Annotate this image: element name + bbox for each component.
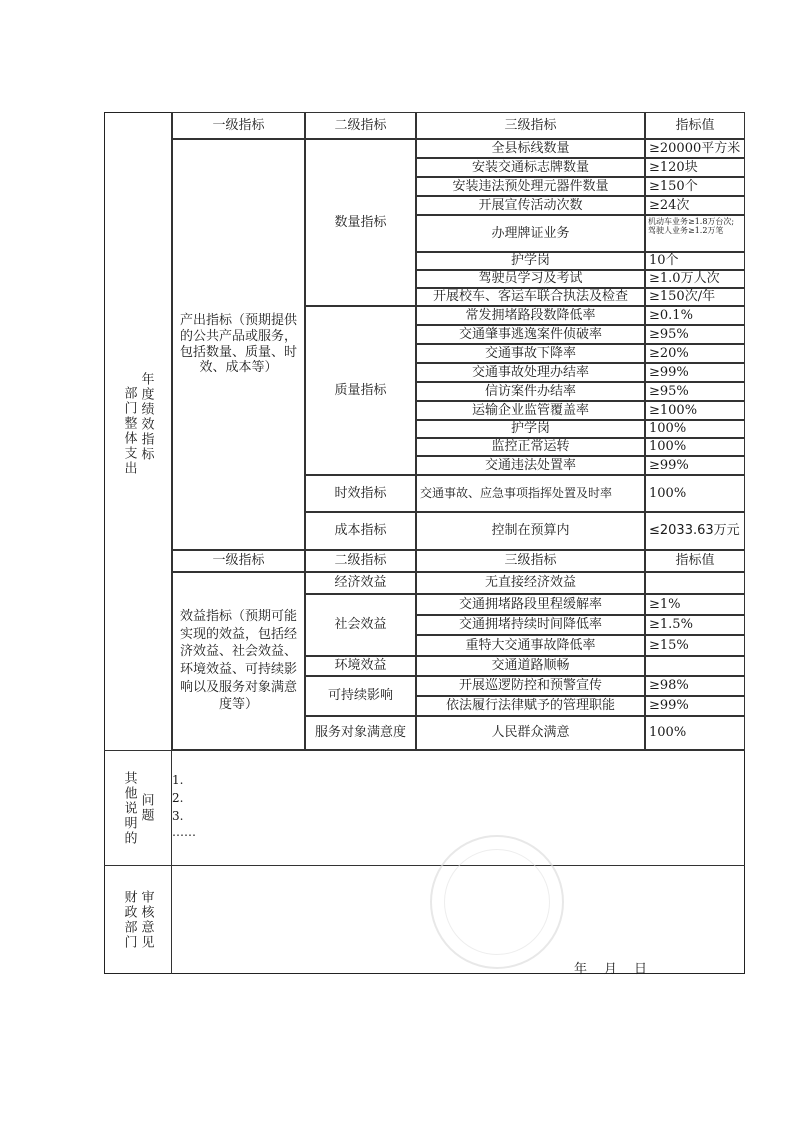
other-item: 3. [172, 809, 184, 823]
environment-value [645, 656, 745, 676]
quality-row-value: ≥100% [645, 401, 745, 420]
social-row-name: 重特大交通事故降低率 [416, 635, 645, 656]
quality-row-name: 监控正常运转 [416, 438, 645, 456]
economic-label: 经济效益 [305, 572, 416, 594]
review-date: 年 月 日 [574, 962, 650, 977]
satisfaction-label: 服务对象满意度 [305, 716, 416, 750]
economic-name: 无直接经济效益 [416, 572, 645, 594]
quantity-row-value: ≥1.0万人次 [645, 270, 745, 288]
social-label: 社会效益 [305, 594, 416, 656]
social-row-value: ≥1.5% [645, 615, 745, 635]
quality-row-name: 护学岗 [416, 420, 645, 438]
sustainable-row-value: ≥98% [645, 676, 745, 696]
satisfaction-value: 100% [645, 716, 745, 750]
quantity-row-value: ≥150个 [645, 177, 745, 196]
quality-row-name: 常发拥堵路段数降低率 [416, 306, 645, 325]
timeliness-value: 100% [645, 475, 745, 512]
quality-row-name: 运输企业监管覆盖率 [416, 401, 645, 420]
header2-level3: 三级指标 [416, 550, 645, 572]
quality-row-value: 100% [645, 438, 745, 456]
cost-name: 控制在预算内 [416, 512, 645, 550]
quantity-row-name: 安装交通标志牌数量 [416, 158, 645, 177]
social-row-name: 交通拥堵路段里程缓解率 [416, 594, 645, 615]
quantity-row-value: ≥150次/年 [645, 288, 745, 306]
quantity-row-name: 护学岗 [416, 252, 645, 270]
sustainable-row-name: 开展巡逻防控和预警宣传 [416, 676, 645, 696]
review-label-cell [104, 865, 172, 974]
quality-row-value: ≥95% [645, 382, 745, 401]
quantity-row-name: 全县标线数量 [416, 139, 645, 158]
quality-row-value: ≥95% [645, 325, 745, 344]
quality-row-name: 交通肇事逃逸案件侦破率 [416, 325, 645, 344]
official-seal [430, 835, 564, 969]
quality-row-name: 交通事故下降率 [416, 344, 645, 363]
social-row-name: 交通拥堵持续时间降低率 [416, 615, 645, 635]
quality-row-value: ≥0.1% [645, 306, 745, 325]
quality-label: 质量指标 [305, 306, 416, 475]
side-label-inner: 年度绩效指标 [138, 372, 154, 462]
header2-level2: 二级指标 [305, 550, 416, 572]
timeliness-label: 时效指标 [305, 475, 416, 512]
quantity-row-name: 驾驶员学习及考试 [416, 270, 645, 288]
social-row-value: ≥1% [645, 594, 745, 615]
quality-row-name: 信访案件办结率 [416, 382, 645, 401]
quantity-row-name: 办理牌证业务 [416, 215, 645, 252]
quality-row-value: ≥99% [645, 363, 745, 382]
sustainable-row-value: ≥99% [645, 696, 745, 716]
quantity-row-value: ≥120块 [645, 158, 745, 177]
quantity-row-value: ≥24次 [645, 196, 745, 215]
sustainable-row-name: 依法履行法律赋予的管理职能 [416, 696, 645, 716]
quantity-row-value: 机动车业务≥1.8万台次; 驾驶人业务≥1.2万笔 [645, 215, 745, 252]
satisfaction-name: 人民群众满意 [416, 716, 645, 750]
header2-value: 指标值 [645, 550, 745, 572]
other-item: 1. [172, 773, 184, 787]
output-level1: 产出指标（预期提供的公共产品或服务，包括数量、质量、时效、成本等） [172, 139, 305, 550]
other-item: 2. [172, 791, 184, 805]
side-label-column [104, 112, 172, 750]
other-label-inner: 问题 [138, 793, 154, 823]
quantity-row-value: ≥20000平方米 [645, 139, 745, 158]
social-row-value: ≥15% [645, 635, 745, 656]
quantity-row-name: 开展宣传活动次数 [416, 196, 645, 215]
review-label-inner: 审核意见 [138, 890, 154, 950]
quantity-row-value: 10个 [645, 252, 745, 270]
quality-row-value: ≥20% [645, 344, 745, 363]
quantity-label: 数量指标 [305, 139, 416, 306]
economic-value [645, 572, 745, 594]
header-level2: 二级指标 [305, 112, 416, 139]
timeliness-name: 交通事故、应急事项指挥处置及时率 [416, 475, 645, 512]
environment-label: 环境效益 [305, 656, 416, 676]
header-value: 指标值 [645, 112, 745, 139]
quantity-row-name: 安装违法预处理元器件数量 [416, 177, 645, 196]
other-item: …… [172, 825, 196, 839]
header-level3: 三级指标 [416, 112, 645, 139]
other-label-outer: 其他说明的 [121, 770, 137, 846]
cost-value: ≤2033.63万元 [645, 512, 745, 550]
quality-row-name: 交通违法处置率 [416, 456, 645, 475]
environment-name: 交通道路顺畅 [416, 656, 645, 676]
side-label-outer: 部门整体支出 [121, 386, 137, 476]
benefit-level1: 效益指标（预期可能实现的效益，包括经济效益、社会效益、环境效益、可持续影响以及服务对象满意度等） [172, 572, 305, 750]
quality-row-value: ≥99% [645, 456, 745, 475]
other-label-cell [104, 750, 172, 865]
quantity-row-name: 开展校车、客运车联合执法及检查 [416, 288, 645, 306]
quality-row-name: 交通事故处理办结率 [416, 363, 645, 382]
header-level1: 一级指标 [172, 112, 305, 139]
review-label-outer: 财政部门 [121, 890, 137, 950]
header2-level1: 一级指标 [172, 550, 305, 572]
cost-label: 成本指标 [305, 512, 416, 550]
quality-row-value: 100% [645, 420, 745, 438]
sustainable-label: 可持续影响 [305, 676, 416, 716]
